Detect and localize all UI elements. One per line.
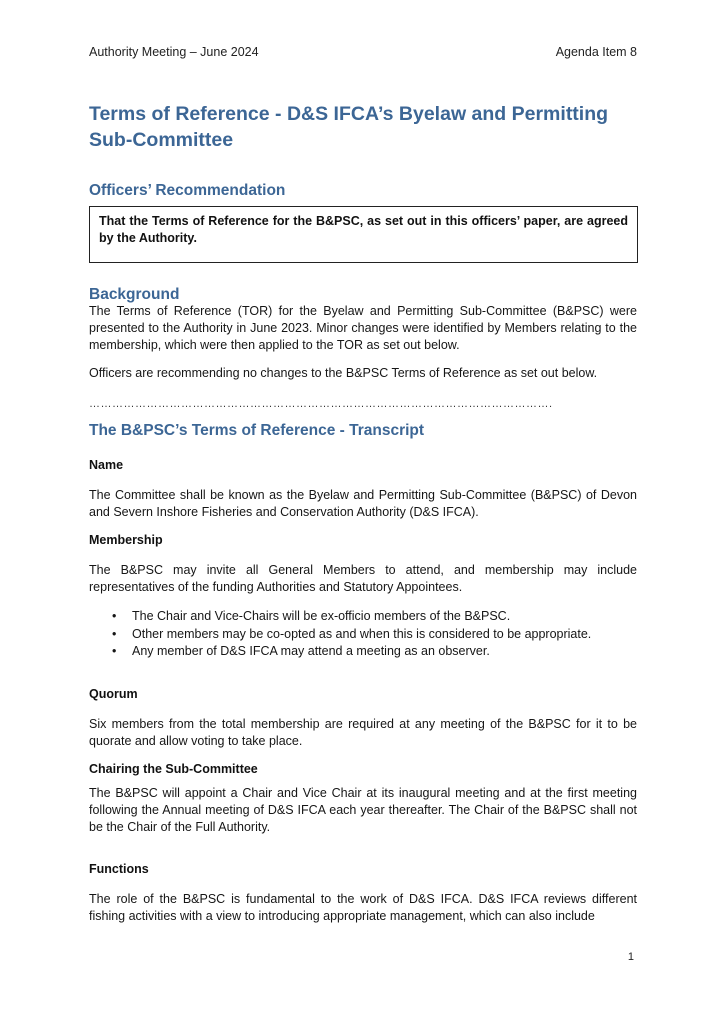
background-heading: Background (89, 286, 180, 303)
functions-text: The role of the B&PSC is fundamental to the work of D&S IFCA. D&S IFCA reviews different fishing activities with a view to introducing appropriate management, which can also include (89, 892, 637, 923)
recommendation-heading: Officers’ Recommendation (89, 182, 286, 199)
page-number: 1 (627, 951, 634, 963)
functions-heading: Functions (89, 862, 149, 876)
chairing-heading: Chairing the Sub-Committee (89, 762, 258, 776)
background-paragraph-2: Officers are recommending no changes to the B&PSC Terms of Reference as set out below. (89, 366, 598, 380)
name-text: The Committee shall be known as the Byelaw and Permitting Sub-Committee (B&PSC) of Devon and Severn Inshore Fisheries and Conservation Authority (D&S IFCA). (89, 488, 637, 519)
background-paragraph-1: The Terms of Reference (TOR) for the Byelaw and Permitting Sub-Committee (B&PSC) were presented to the Authority in June 2023. Minor changes were identified by Members relating to the membership, which were then applied to the TOR as set out below. (89, 304, 637, 352)
separator-dots: …………………………………………………………………………………………………………. (89, 398, 553, 410)
recommendation-text: That the Terms of Reference for the B&PSC, as set out in this officers’ paper, are agreed by the Authority. (99, 214, 628, 245)
membership-text: The B&PSC may invite all General Members to attend, and membership may include representatives of the funding Authorities and Statutory Appointees. (89, 563, 637, 594)
recommendation-box (89, 206, 638, 263)
list-item: • The Chair and Vice-Chairs will be ex-officio members of the B&PSC. (112, 608, 591, 626)
list-item: • Other members may be co-opted as and when this is considered to be appropriate. (112, 626, 591, 644)
page-title: Terms of Reference - D&S IFCA’s Byelaw and Permitting Sub-Committee (89, 103, 609, 151)
quorum-text: Six members from the total membership are required at any meeting of the B&PSC for it to be quorate and allow voting to take place. (89, 717, 637, 748)
list-item: • Any member of D&S IFCA may attend a meeting as an observer. (112, 643, 591, 661)
transcript-heading: The B&PSC’s Terms of Reference - Transcript (89, 422, 425, 439)
membership-bullet-list (112, 608, 591, 661)
quorum-heading: Quorum (89, 687, 138, 701)
header-meeting: Authority Meeting – June 2024 (89, 45, 259, 59)
name-heading: Name (89, 458, 124, 472)
chairing-text: The B&PSC will appoint a Chair and Vice Chair at its inaugural meeting and at the first meeting following the Annual meeting of D&S IFCA each year thereafter. The Chair of the B&PSC shall not be the Chair of the Full Authority. (89, 786, 637, 834)
header-agenda-item: Agenda Item 8 (555, 45, 637, 59)
membership-heading: Membership (89, 533, 163, 547)
